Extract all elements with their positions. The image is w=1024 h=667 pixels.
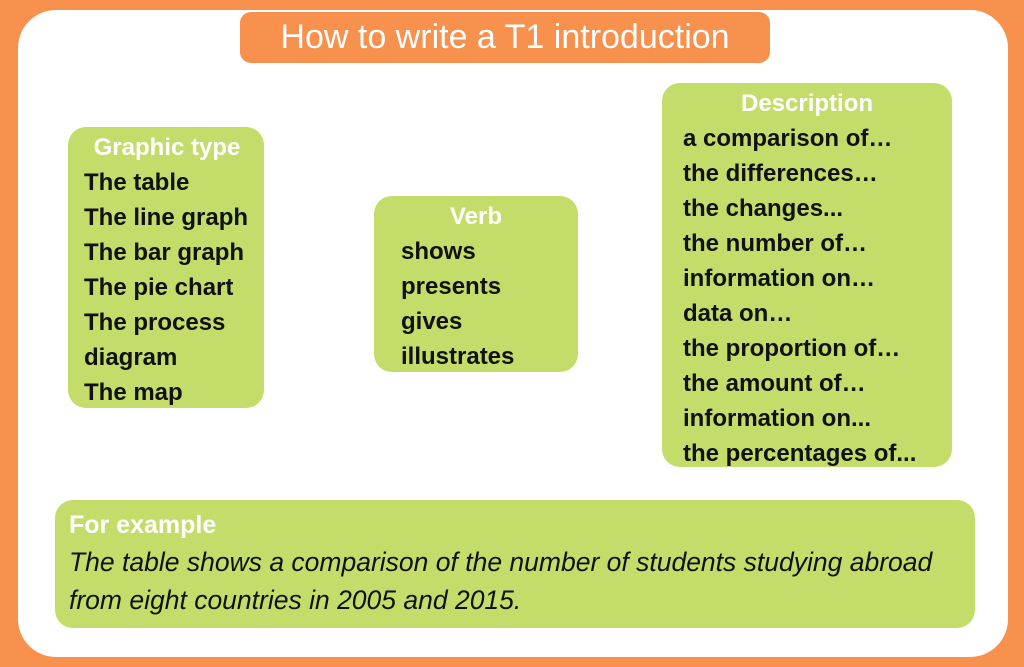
graphic-type-box xyxy=(68,127,264,408)
verb-heading: Verb xyxy=(449,203,503,230)
list-item: gives xyxy=(401,308,463,335)
list-item: the percentages of... xyxy=(683,440,917,467)
description-box xyxy=(662,83,952,467)
graphic-type-heading: Graphic type xyxy=(93,134,241,161)
list-item: presents xyxy=(401,273,502,300)
list-item: illustrates xyxy=(401,343,515,370)
list-item: The bar graph xyxy=(84,239,245,266)
list-item: the differences… xyxy=(683,160,878,187)
list-item: The pie chart xyxy=(84,274,234,301)
description-heading: Description xyxy=(740,90,874,117)
list-item: shows xyxy=(401,238,476,265)
list-item: The table xyxy=(84,169,190,196)
list-item: the changes... xyxy=(683,195,844,222)
page-title: How to write a T1 introduction xyxy=(240,12,770,63)
list-item: a comparison of… xyxy=(683,125,893,152)
list-item: the proportion of… xyxy=(683,335,901,362)
list-item: information on... xyxy=(683,405,871,432)
list-item: The map xyxy=(84,379,183,406)
list-item: information on… xyxy=(683,265,875,292)
list-item: the amount of… xyxy=(683,370,866,397)
example-heading: For example xyxy=(69,511,217,539)
list-item: The process diagram xyxy=(84,309,226,371)
example-sentence: The table shows a comparison of the number of students studying abroad from eight countries in 2005 and 2015. xyxy=(69,547,933,615)
example-box xyxy=(55,500,975,628)
list-item: the number of… xyxy=(683,230,867,257)
verb-box xyxy=(374,196,578,372)
list-item: The line graph xyxy=(84,204,249,231)
list-item: data on… xyxy=(683,300,793,327)
